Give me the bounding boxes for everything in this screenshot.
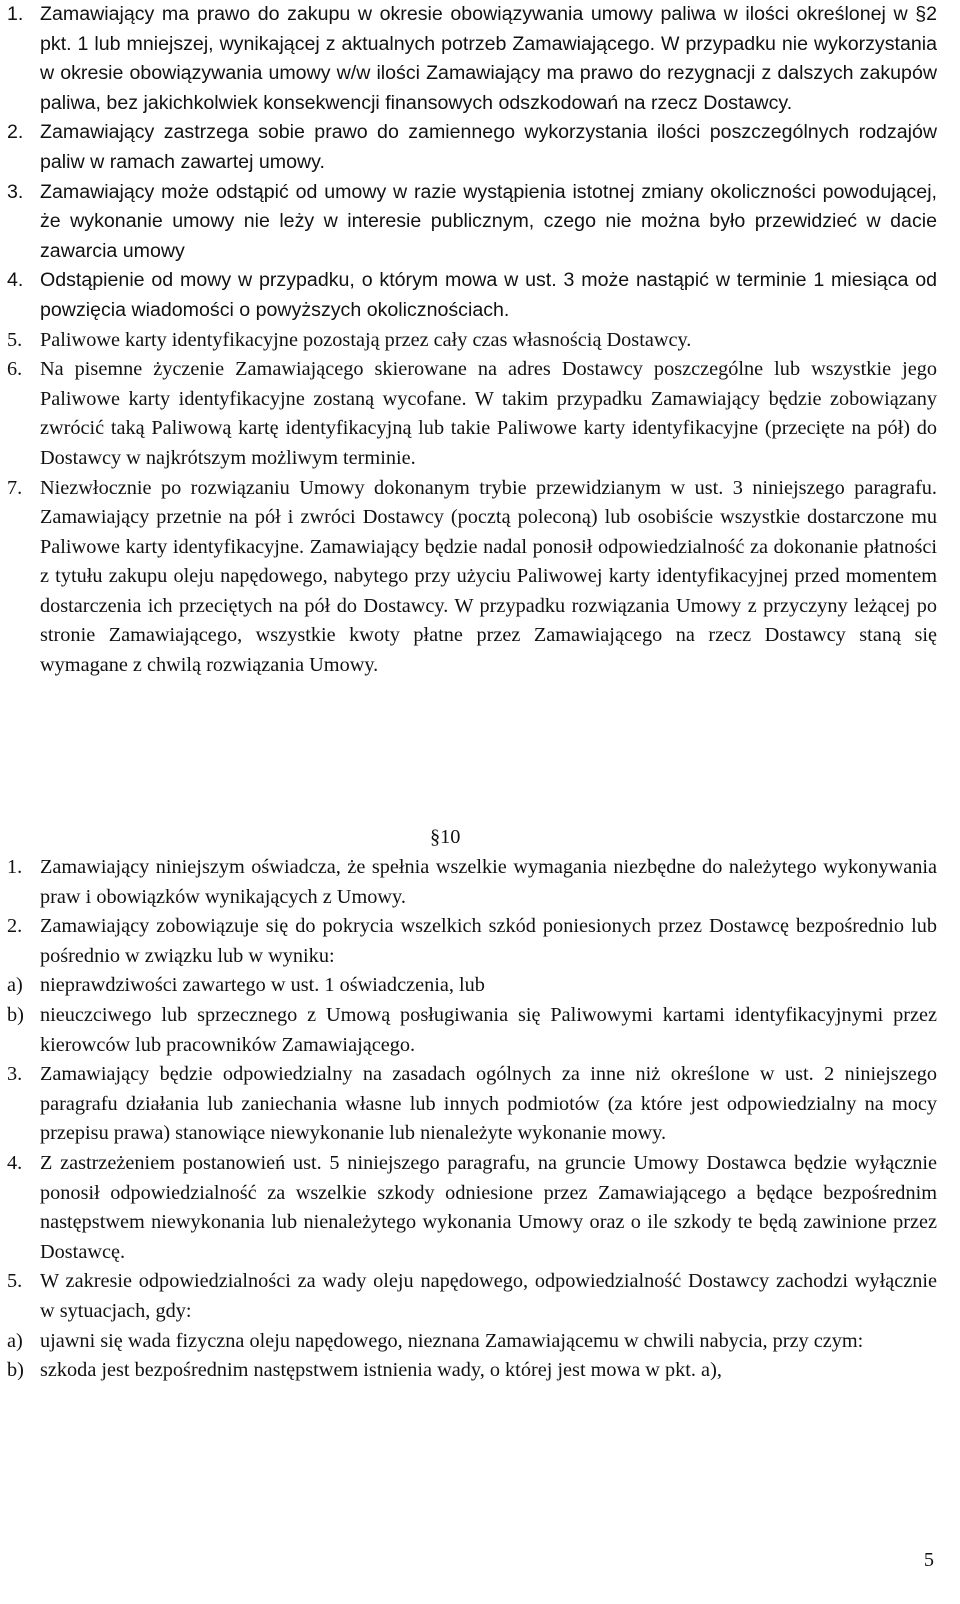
list-item-text: Zamawiający ma prawo do zakupu w okresie obowiązywania umowy paliwa w ilości określonej w §2 pkt. 1 lub mniejszej, wynikającej z aktualnych potrzeb Zamawiającego. W przypadku nie wykorzystania w okresie obowiązywania umowy w/w ilości Zamawiający ma prawo do rezygnacji z dalszych zakupów paliwa, bez jakichkolwiek konsekwencji finansowych odszkodowań na rzecz Dostawcy. xyxy=(40,3,937,114)
page-number: 5 xyxy=(923,1549,934,1571)
list-marker: 1. xyxy=(7,856,23,878)
list-marker: 4. xyxy=(7,1151,23,1174)
list-item-text: Zamawiający zastrzega sobie prawo do zamiennego wykorzystania ilości poszczególnych rodzajów paliw w ramach zawartej umowy. xyxy=(40,121,937,173)
list-item-text: Zamawiający może odstąpić od umowy w razie wystąpienia istotnej zmiany okoliczności powodującej, że wykonanie umowy nie leży w interesie publicznym, czego nie można było przewidzieć w dacie zawarcia umowy xyxy=(40,180,937,262)
list-item xyxy=(7,971,937,1001)
list-item xyxy=(7,1060,937,1149)
list-item xyxy=(7,118,937,177)
list-marker: 2. xyxy=(7,915,23,938)
paragraph-10-list xyxy=(7,853,937,1386)
list-item xyxy=(7,1001,937,1060)
list-item-text: szkoda jest bezpośrednim następstwem istnienia wady, o której jest mowa w pkt. a), xyxy=(40,1359,722,1382)
list-marker: a) xyxy=(7,1329,23,1352)
list-marker: b) xyxy=(7,1003,24,1026)
list-marker: 4. xyxy=(7,269,24,292)
list-item xyxy=(7,355,937,473)
list-item xyxy=(7,1267,937,1326)
list-marker: a) xyxy=(7,974,23,997)
list-marker: 1. xyxy=(7,3,24,25)
list-item-text: Zamawiający będzie odpowiedzialny na zasadach ogólnych za inne niż określone w ust. 2 niniejszego paragrafu działania lub zaniechania własne lub innych podmiotów (za które jest odpowiedzialny na mocy przepisu prawa) stanowiące niewykonanie lub nienależyte wykonanie mowy. xyxy=(40,1063,937,1145)
list-marker: 5. xyxy=(7,1270,23,1293)
list-item xyxy=(7,266,937,325)
list-marker: 5. xyxy=(7,328,23,351)
list-item-text: Paliwowe karty identyfikacyjne pozostają przez cały czas własnością Dostawcy. xyxy=(40,328,692,351)
list-item-text: Odstąpienie od mowy w przypadku, o którym mowa w ust. 3 może nastąpić w terminie 1 miesiąca od powzięcia wiadomości o powyższych okolicznościach. xyxy=(40,269,937,321)
paragraph-9-list xyxy=(7,0,937,681)
list-item xyxy=(7,0,937,118)
list-item xyxy=(7,1327,937,1357)
list-item xyxy=(7,1149,937,1267)
list-item xyxy=(7,474,937,681)
section-heading: §10 xyxy=(430,826,461,848)
list-item xyxy=(7,1356,937,1386)
list-marker: 3. xyxy=(7,180,24,203)
list-item xyxy=(7,326,937,356)
list-marker: b) xyxy=(7,1359,24,1382)
list-marker: 3. xyxy=(7,1063,23,1086)
list-item-text: nieprawdziwości zawartego w ust. 1 oświadczenia, lub xyxy=(40,974,485,997)
list-item-text: Zamawiający zobowiązuje się do pokrycia wszelkich szkód poniesionych przez Dostawcę bezpośrednio lub pośrednio w związku lub w wyniku: xyxy=(40,915,937,967)
list-item-text: W zakresie odpowiedzialności za wady oleju napędowego, odpowiedzialność Dostawcy zachodzi wyłącznie w sytuacjach, gdy: xyxy=(40,1270,937,1322)
list-item xyxy=(7,178,937,267)
list-item-text: Z zastrzeżeniem postanowień ust. 5 niniejszego paragrafu, na gruncie Umowy Dostawca będzie wyłącznie ponosił odpowiedzialność za wszelkie szkody odniesione przez Zamawiającego a będące bezpośrednim następstwem niewykonania lub nienależytego wykonania Umowy oraz o ile szkody te będą zawinione przez Dostawcę. xyxy=(40,1151,937,1263)
list-item xyxy=(7,853,937,912)
list-item-text: ujawni się wada fizyczna oleju napędowego, nieznana Zamawiającemu w chwili nabycia, przy czym: xyxy=(40,1329,864,1352)
list-item-text: Zamawiający niniejszym oświadcza, że spełnia wszelkie wymagania niezbędne do należytego wykonywania praw i obowiązków wynikających z Umowy. xyxy=(40,856,937,908)
list-item-text: Niezwłocznie po rozwiązaniu Umowy dokonanym trybie przewidzianym w ust. 3 niniejszego paragrafu. Zamawiający przetnie na pół i zwróci Dostawcy (pocztą poleconą) lub osobiście wszystkie dostarczone mu Paliwowe karty identyfikacyjne. Zamawiający będzie nadal ponosił odpowiedzialność za dokonanie płatności z tytułu zakupu oleju napędowego, nabytego przy użyciu Paliwowej karty identyfikacyjnej przed momentem dostarczenia ich przeciętych na pół do Dostawcy. W przypadku rozwiązania Umowy z przyczyny leżącej po stronie Zamawiającego, wszystkie kwoty płatne przez Zamawiającego na rzecz Dostawcy staną się wymagane z chwilą rozwiązania Umowy. xyxy=(40,476,937,677)
list-marker: 6. xyxy=(7,358,23,381)
list-item-text: Na pisemne życzenie Zamawiającego skierowane na adres Dostawcy poszczególne lub wszystkie jego Paliwowe karty identyfikacyjne zostaną wycofane. W takim przypadku Zamawiający będzie zobowiązany zwrócić taką Paliwową kartę identyfikacyjną lub takie Paliwowe karty identyfikacyjne (przecięte na pół) do Dostawcy w najkrótszym możliwym terminie. xyxy=(40,358,937,469)
list-item-text: nieuczciwego lub sprzecznego z Umową posługiwania się Paliwowymi kartami identyfikacyjnymi przez kierowców lub pracowników Zamawiającego. xyxy=(40,1003,937,1056)
list-marker: 7. xyxy=(7,476,23,499)
list-marker: 2. xyxy=(7,121,24,144)
list-item xyxy=(7,912,937,971)
